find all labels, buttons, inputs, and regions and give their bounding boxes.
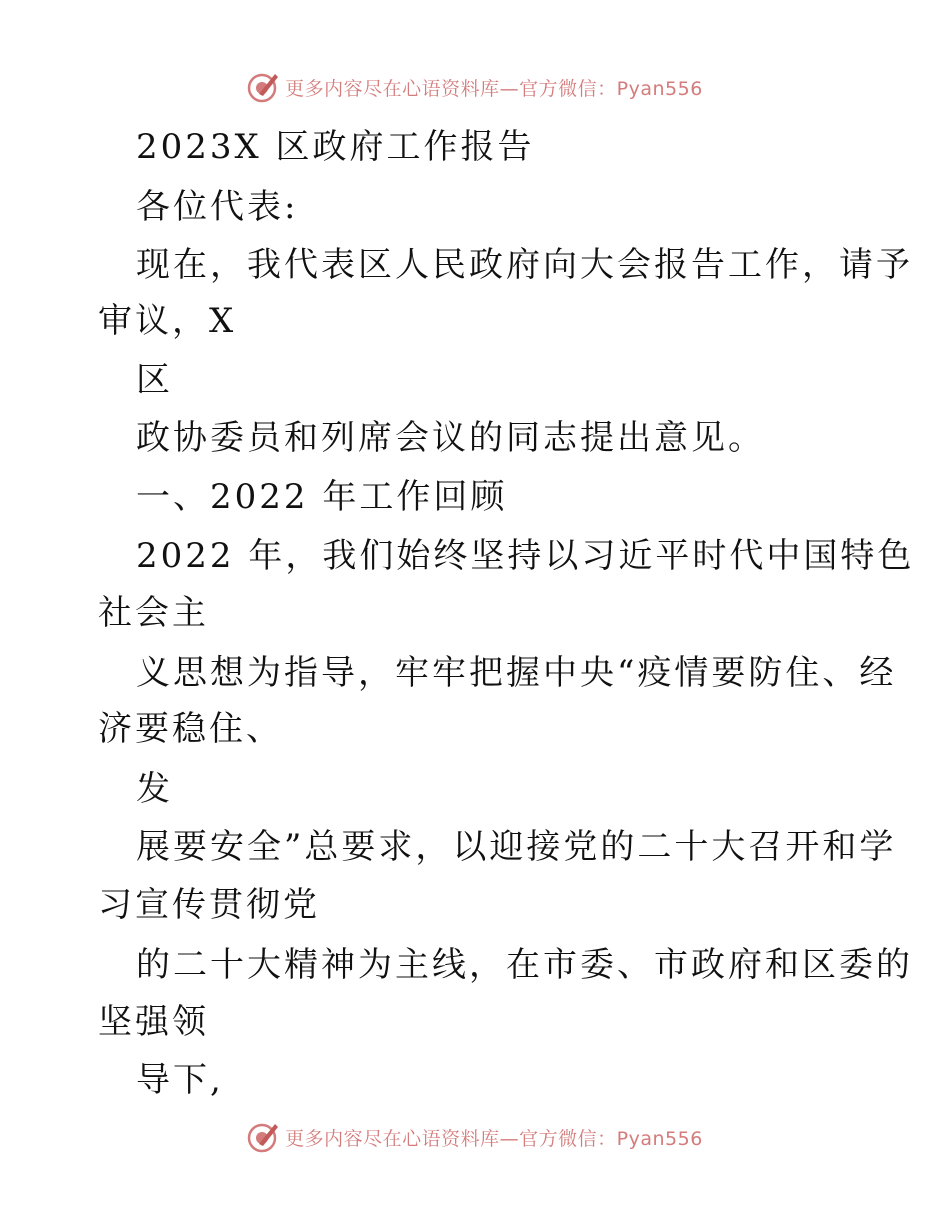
paragraph-line: 2022 年，我们始终坚持以习近平时代中国特色	[136, 536, 915, 576]
pen-logo-icon	[247, 1120, 281, 1154]
watermark-text: 更多内容尽在心语资料库—官方微信：Pyan556	[285, 77, 703, 100]
salutation: 各位代表:	[136, 187, 299, 227]
paragraph-line: 坚强领	[98, 1002, 209, 1042]
paragraph-line: 政协委员和列席会议的同志提出意见。	[136, 418, 765, 458]
paragraph-line: 展要安全”总要求，以迎接党的二十大召开和学	[136, 827, 897, 867]
paragraph-line: 发	[136, 769, 173, 809]
doc-title: 2023X 区政府工作报告	[136, 127, 535, 167]
paragraph-line: 区	[136, 360, 173, 400]
paragraph-line: 导下,	[136, 1060, 224, 1100]
pen-logo-icon	[247, 70, 281, 104]
paragraph-line: 济要稳住、	[98, 709, 283, 749]
paragraph-line: 的二十大精神为主线，在市委、市政府和区委的	[136, 945, 913, 985]
paragraph-line: 义思想为指导，牢牢把握中央“疫情要防住、经	[136, 653, 897, 693]
paragraph-line: 习宣传贯彻党	[98, 885, 320, 925]
footer-watermark	[0, 1120, 950, 1154]
paragraph-line: 社会主	[98, 593, 209, 633]
section-heading: 一、2022 年工作回顾	[136, 477, 508, 517]
paragraph-line: 审议，X	[98, 301, 237, 341]
paragraph-line: 现在，我代表区人民政府向大会报告工作，请予	[136, 245, 913, 285]
watermark-text: 更多内容尽在心语资料库—官方微信：Pyan556	[285, 1127, 703, 1150]
header-watermark	[0, 70, 950, 104]
